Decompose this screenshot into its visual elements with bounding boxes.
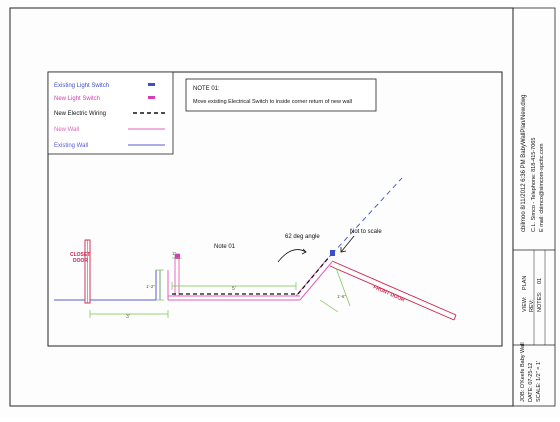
front-door bbox=[330, 261, 456, 320]
legend-existing-switch-swatch bbox=[148, 83, 155, 86]
existing-light-switch bbox=[330, 250, 335, 256]
date-line: DATE: 07-25-12 bbox=[528, 362, 534, 402]
existing-wiring-diagonal bbox=[332, 178, 402, 254]
view-value: PLAN bbox=[522, 275, 528, 290]
legend-new-switch-swatch bbox=[148, 96, 155, 99]
rev-label: REV: bbox=[529, 299, 535, 312]
title-block bbox=[513, 8, 555, 406]
closet-door-label-2: DOOR bbox=[73, 258, 88, 264]
dim-3ft: 3' bbox=[126, 314, 130, 320]
note-box bbox=[186, 79, 376, 111]
note-text: Move existing Electrical Switch to inside corner return of new wall bbox=[193, 99, 352, 105]
angle-arrow-icon bbox=[302, 249, 306, 254]
legend-new-switch-label: New Light Switch bbox=[54, 96, 101, 102]
existing-wall bbox=[54, 270, 160, 300]
job-line: JOB: O'Keefe Baby Wall bbox=[520, 342, 526, 402]
title-block-phone: C.L. Simco - Telephone: 818-415-7065 bbox=[531, 137, 537, 232]
legend-wiring-label: New Electric Wiring bbox=[54, 111, 107, 117]
notes-value: 01 bbox=[537, 277, 543, 284]
note-ref-label: Note 01 bbox=[214, 244, 236, 250]
dim-5ft: 5' bbox=[232, 286, 236, 292]
view-label: VIEW: bbox=[522, 296, 528, 312]
dim-1ft6: 1'-6" bbox=[337, 294, 346, 299]
scale-note: Not to scale bbox=[350, 229, 382, 235]
dim-small: 1" bbox=[172, 251, 177, 256]
angle-arc bbox=[278, 250, 306, 262]
dimensions bbox=[90, 258, 350, 318]
legend-new-wall-label: New Wall bbox=[54, 127, 80, 133]
legend-existing-wall-label: Existing Wall bbox=[54, 143, 89, 149]
legend-existing-switch-label: Existing Light Switch bbox=[54, 83, 110, 89]
title-block-email: E mail: cbimco@simcom-spcttc.com bbox=[539, 143, 545, 232]
scale-note-leader bbox=[341, 236, 354, 252]
closet-door-label-1: CLOSET bbox=[70, 252, 91, 258]
closet-door bbox=[70, 240, 90, 303]
scale-line: SCALE: 1/2" = 1' bbox=[536, 360, 542, 402]
note-title: NOTE 01: bbox=[193, 86, 220, 92]
new-wall-return bbox=[175, 254, 179, 296]
title-block-file-info: cbilmoo 8/11/2012 6:36 PM BabyWallPlan/New.dwg bbox=[521, 94, 527, 232]
front-door-label: FRONT DOOR bbox=[372, 284, 406, 304]
dim-1ft2: 1'-2" bbox=[146, 284, 155, 289]
notes-label: NOTES: bbox=[537, 291, 543, 312]
angle-label: 62 deg angle bbox=[285, 234, 320, 240]
new-electric-wiring bbox=[172, 256, 330, 294]
